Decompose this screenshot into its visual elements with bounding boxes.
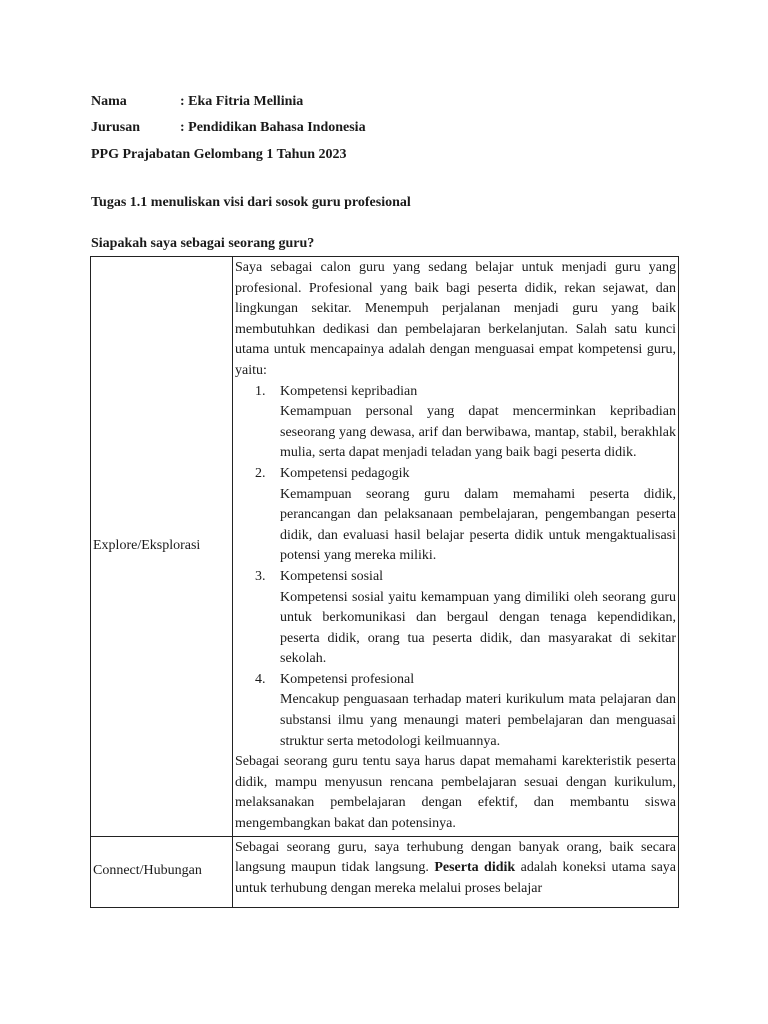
connect-content	[233, 836, 679, 907]
competency-item	[235, 464, 676, 567]
competency-title: Kompetensi sosial	[280, 568, 384, 584]
explore-content	[233, 257, 679, 837]
major-label: Jurusan	[91, 120, 141, 135]
name-label: Nama	[91, 94, 127, 109]
name-value: : Eka Fitria Mellinia	[180, 94, 304, 109]
explore-row	[91, 257, 679, 837]
connect-text	[235, 838, 676, 904]
connect-text-after: adalah koneksi utama saya untuk terhubung dengan mereka melalui proses belajar	[235, 860, 676, 896]
competency-number: 2.	[255, 465, 266, 481]
connect-label: Connect/Hubungan	[91, 836, 233, 907]
competency-title: Kompetensi profesional	[280, 671, 415, 687]
connect-text-before: Sebagai seorang guru, saya terhubung dengan banyak orang, baik secara langsung maupun tidak langsung.	[235, 839, 676, 876]
explore-closing: Sebagai seorang guru tentu saya harus dapat memahami karekteristik peserta didik, mampu menyusun rencana pembelajaran sesuai dengan kurikulum, melaksanakan pembelajaran dengan efektif, dan membantu siswa mengembangkan bakat dan potensinya.	[235, 754, 676, 832]
name-line	[91, 94, 304, 110]
competency-title: Kompetensi pedagogik	[280, 465, 410, 481]
competency-desc: Mencakup penguasaan terhadap materi kurikulum mata pelajaran dan substansi ilmu yang menaungi materi pembelajaran dan menguasai struktur serta metodologi keilmuannya.	[280, 692, 676, 749]
competency-item	[235, 670, 676, 752]
competency-number: 4.	[255, 671, 266, 687]
explore-label: Explore/Eksplorasi	[91, 257, 233, 837]
reflection-table	[90, 256, 679, 908]
competency-title: Kompetensi kepribadian	[280, 383, 418, 399]
competency-desc: Kompetensi sosial yaitu kemampuan yang dimiliki oleh seorang guru untuk berkomunikasi dan bergaul dengan tenaga kependidikan, peserta didik, orang tua peserta didik, dan masyarakat di sekitar sekolah.	[280, 589, 676, 667]
competency-item	[235, 567, 676, 670]
task-title: Tugas 1.1 menuliskan visi dari sosok guru profesional	[91, 195, 411, 210]
explore-intro: Saya sebagai calon guru yang sedang belajar untuk menjadi guru yang profesional. Profesional yang baik bagi peserta didik, rekan sejawat, dan lingkungan sekitar. Menempuh perjalanan menjadi guru yang baik membutuhkan dedikasi dan pembelajaran berkelanjutan. Salah satu kunci utama untuk mencapainya adalah dengan menguasai empat kompetensi guru, yaitu:	[235, 260, 676, 378]
competency-desc: Kemampuan seorang guru dalam memahami peserta didik, perancangan dan pelaksanaan pembelajaran, pengembangan peserta didik, dan evaluasi hasil belajar peserta didik untuk mengaktualisasi potensi yang mereka miliki.	[280, 486, 676, 564]
question-heading: Siapakah saya sebagai seorang guru?	[91, 236, 315, 251]
competency-number: 3.	[255, 568, 266, 584]
connect-row	[91, 836, 679, 907]
competency-number: 1.	[255, 383, 266, 399]
program-line: PPG Prajabatan Gelombang 1 Tahun 2023	[91, 147, 347, 162]
competency-desc: Kemampuan personal yang dapat mencerminkan kepribadian seseorang yang dewasa, arif dan berwibawa, mantap, stabil, berakhlak mulia, serta dapat menjadi teladan yang baik bagi peserta didik.	[280, 404, 676, 461]
competency-item	[235, 382, 676, 464]
major-line	[91, 120, 366, 136]
competency-list	[235, 382, 676, 753]
connect-bold-text: Peserta didik	[434, 860, 516, 876]
major-value: : Pendidikan Bahasa Indonesia	[180, 120, 366, 135]
